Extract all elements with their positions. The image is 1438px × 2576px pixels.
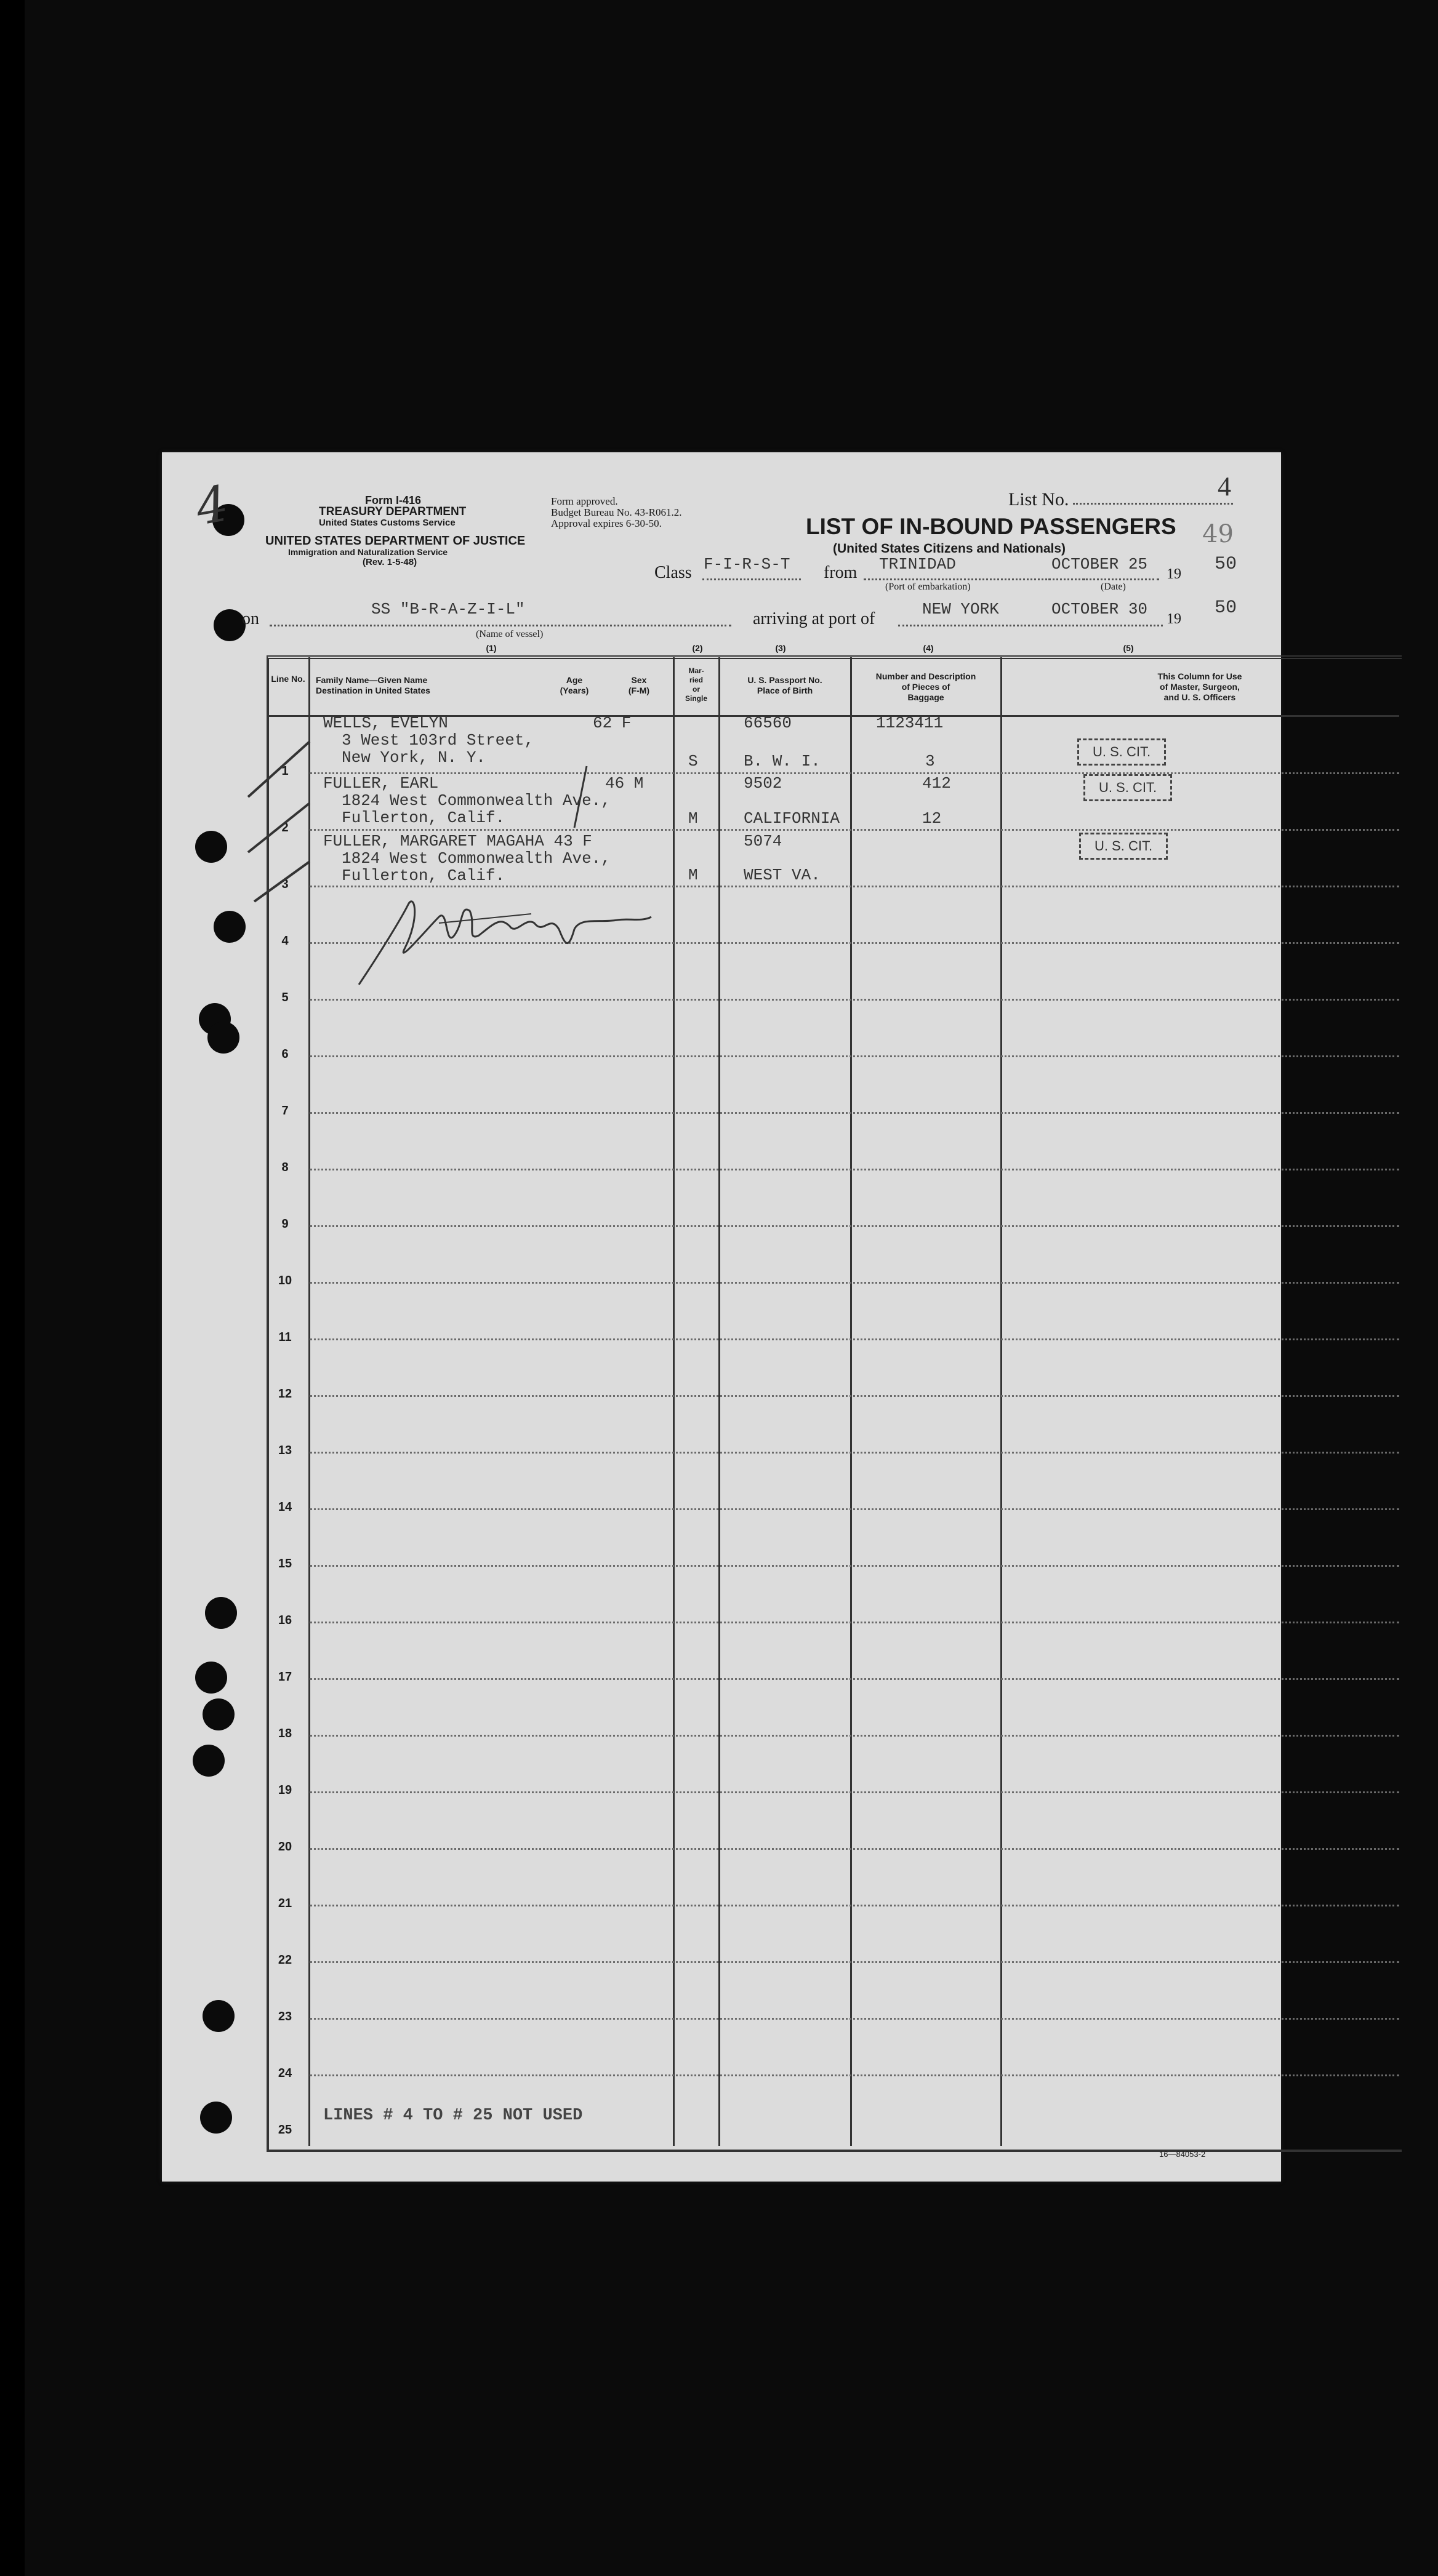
passenger-name: WELLS, EVELYN	[323, 714, 448, 732]
line-number: 8	[281, 1161, 289, 1174]
passenger-passport: 66560	[744, 714, 792, 732]
column-number-5: (5)	[1123, 643, 1134, 653]
list-no-value: 4	[1218, 471, 1231, 502]
unused-lines-note: LINES # 4 TO # 25 NOT USED	[323, 2106, 583, 2125]
passenger-baggage: 1123411	[876, 714, 944, 732]
justice-department: UNITED STATES DEPARTMENT OF JUSTICE	[265, 534, 526, 548]
form-title: LIST OF IN-BOUND PASSENGERS	[806, 514, 1176, 539]
port-embarkation-caption: (Port of embarkation)	[885, 582, 971, 592]
column-number-2: (2)	[692, 643, 703, 653]
citizen-stamp: U. S. CIT.	[1077, 738, 1166, 766]
punch-hole	[203, 1698, 235, 1730]
passenger-address: 3 West 103rd Street,	[342, 731, 534, 750]
vessel-line	[270, 625, 731, 626]
column-number-1: (1)	[486, 643, 497, 653]
row-rule	[310, 1225, 1399, 1227]
line-number: 5	[281, 991, 289, 1004]
col-divider-passport	[850, 657, 852, 2146]
punch-hole	[200, 2102, 232, 2134]
passenger-age-sex: 62 F	[593, 714, 632, 732]
passenger-marital: S	[688, 752, 698, 770]
passenger-passport: 9502	[744, 774, 782, 793]
arrival-port-value: NEW YORK	[922, 600, 999, 618]
row-rule	[310, 1112, 1399, 1114]
ins: Immigration and Naturalization Service	[288, 547, 448, 557]
line-number: 9	[281, 1217, 289, 1231]
year2-prefix: 19	[1167, 611, 1181, 627]
row-rule	[310, 829, 1399, 831]
form-number: Form I-416	[365, 494, 422, 506]
punch-hole	[207, 1022, 239, 1054]
arriving-label: arriving at port of	[753, 609, 875, 628]
check-marks	[242, 723, 316, 908]
line-number: 6	[281, 1047, 289, 1061]
passenger-baggage-count: 3	[925, 752, 935, 770]
year1-value: 50	[1215, 554, 1237, 575]
passenger-address: New York, N. Y.	[342, 748, 486, 767]
footer-code: 16—84053-2	[1159, 2150, 1206, 2159]
row-rule	[310, 1395, 1399, 1397]
header-officers: This Column for Use of Master, Surgeon, and U. S. Officers	[1157, 671, 1242, 702]
passenger-address: 1824 West Commonwealth Ave.,	[342, 791, 611, 810]
passenger-name: FULLER, EARL	[323, 774, 439, 793]
signature-scrawl	[347, 892, 654, 991]
row-rule	[310, 1905, 1399, 1906]
arrival-line	[898, 625, 1163, 626]
line-number: 15	[278, 1557, 292, 1570]
row-rule	[310, 1848, 1399, 1850]
punch-hole	[205, 1597, 237, 1629]
line-number: 18	[278, 1727, 292, 1740]
passenger-list-form	[162, 452, 1281, 2182]
line-number: 2	[281, 821, 289, 834]
punch-hole	[214, 609, 246, 641]
punch-hole	[195, 1662, 227, 1694]
row-rule	[310, 1055, 1399, 1057]
header-line-no: Line No.	[271, 674, 305, 684]
punch-hole	[203, 2000, 235, 2032]
header-age: Age (Years)	[560, 675, 589, 695]
row-rule	[310, 1282, 1399, 1284]
budget-bureau: Budget Bureau No. 43-R061.2.	[551, 506, 682, 518]
year2-value: 50	[1215, 598, 1237, 618]
column-number-4: (4)	[923, 643, 934, 653]
col-divider-name	[673, 657, 675, 2146]
passenger-baggage: 412	[922, 774, 951, 793]
row-rule	[310, 1452, 1399, 1454]
line-number: 21	[278, 1897, 292, 1910]
line-number: 19	[278, 1783, 292, 1797]
line-number: 12	[278, 1387, 292, 1401]
line-number: 23	[278, 2010, 292, 2023]
row-rule	[310, 1961, 1399, 1963]
passenger-birthplace: WEST VA.	[744, 866, 821, 884]
revision: (Rev. 1-5-48)	[363, 557, 417, 567]
punch-hole	[193, 1745, 225, 1777]
scanner-border	[0, 0, 25, 2576]
citizen-stamp: U. S. CIT.	[1079, 833, 1168, 860]
line-number: 4	[281, 934, 289, 948]
col-divider-baggage	[1000, 657, 1002, 2146]
passenger-birthplace: CALIFORNIA	[744, 809, 840, 828]
passenger-address: Fullerton, Calif.	[342, 866, 505, 885]
passenger-name: FULLER, MARGARET MAGAHA 43 F	[323, 832, 592, 850]
class-value: F-I-R-S-T	[704, 555, 790, 574]
line-number: 1	[281, 764, 289, 778]
approval-expires: Approval expires 6-30-50.	[551, 518, 662, 529]
date1-line	[1048, 578, 1159, 580]
row-rule	[310, 772, 1399, 774]
class-label: Class	[654, 563, 692, 582]
line-number: 17	[278, 1670, 292, 1684]
date2-value: OCTOBER 30	[1051, 600, 1148, 618]
page-number: 49	[1202, 520, 1234, 548]
citizen-stamp: U. S. CIT.	[1083, 774, 1172, 801]
handwritten-mark: 4	[191, 474, 233, 537]
passenger-address: 1824 West Commonwealth Ave.,	[342, 849, 611, 868]
class-line	[702, 578, 801, 580]
line-number: 16	[278, 1614, 292, 1627]
row-rule	[310, 1508, 1399, 1510]
column-number-3: (3)	[775, 643, 786, 653]
row-rule	[310, 886, 1399, 887]
line-number: 14	[278, 1500, 292, 1514]
line-number: 11	[278, 1330, 292, 1344]
line-number: 7	[281, 1104, 289, 1118]
on-label: on	[242, 609, 259, 628]
row-rule	[310, 1565, 1399, 1567]
line-number: 20	[278, 1840, 292, 1854]
passenger-baggage-count: 12	[922, 809, 942, 828]
line-number: 13	[278, 1444, 292, 1457]
col-divider-married	[718, 657, 720, 2146]
row-rule	[310, 2074, 1399, 2076]
treasury-department: TREASURY DEPARTMENT	[319, 505, 467, 518]
year1-prefix: 19	[1167, 566, 1181, 582]
list-no-line	[1073, 503, 1233, 505]
from-label: from	[824, 563, 858, 582]
passenger-address: Fullerton, Calif.	[342, 809, 505, 827]
header-married: Mar- ried or Single	[685, 666, 707, 703]
vessel-caption: (Name of vessel)	[476, 629, 544, 639]
header-sex: Sex (F-M)	[628, 675, 650, 695]
passenger-passport: 5074	[744, 832, 782, 850]
line-number: 24	[278, 2066, 292, 2080]
date-caption: (Date)	[1101, 582, 1126, 592]
customs-service: United States Customs Service	[319, 518, 456, 528]
bracket-mark	[556, 760, 593, 834]
row-rule	[310, 999, 1399, 1001]
punch-hole	[214, 911, 246, 943]
line-number: 22	[278, 1953, 292, 1967]
form-subtitle: (United States Citizens and Nationals)	[833, 542, 1066, 556]
passenger-marital: M	[688, 809, 698, 828]
from-value: TRINIDAD	[879, 555, 956, 574]
passenger-marital: M	[688, 866, 698, 884]
list-no-label: List No.	[1008, 489, 1069, 510]
row-rule	[310, 1169, 1399, 1170]
row-rule	[310, 1338, 1399, 1340]
punch-hole	[195, 831, 227, 863]
row-rule	[310, 1678, 1399, 1680]
row-rule	[310, 1622, 1399, 1623]
date1-value: OCTOBER 25	[1051, 555, 1148, 574]
header-baggage: Number and Description of Pieces of Baggage	[875, 671, 976, 702]
form-approved: Form approved.	[551, 495, 618, 507]
passenger-birthplace: B. W. I.	[744, 752, 821, 770]
header-passport: U. S. Passport No. Place of Birth	[747, 675, 822, 695]
passenger-age-sex: 46 M	[605, 774, 644, 793]
vessel-value: SS "B-R-A-Z-I-L"	[371, 600, 525, 618]
row-rule	[310, 2018, 1399, 2020]
line-number: 10	[278, 1274, 292, 1287]
line-number: 25	[278, 2123, 292, 2137]
header-name: Family Name—Given Name Destination in United States	[316, 675, 430, 695]
row-rule	[310, 1791, 1399, 1793]
row-rule	[310, 1735, 1399, 1737]
line-number: 3	[281, 878, 289, 891]
